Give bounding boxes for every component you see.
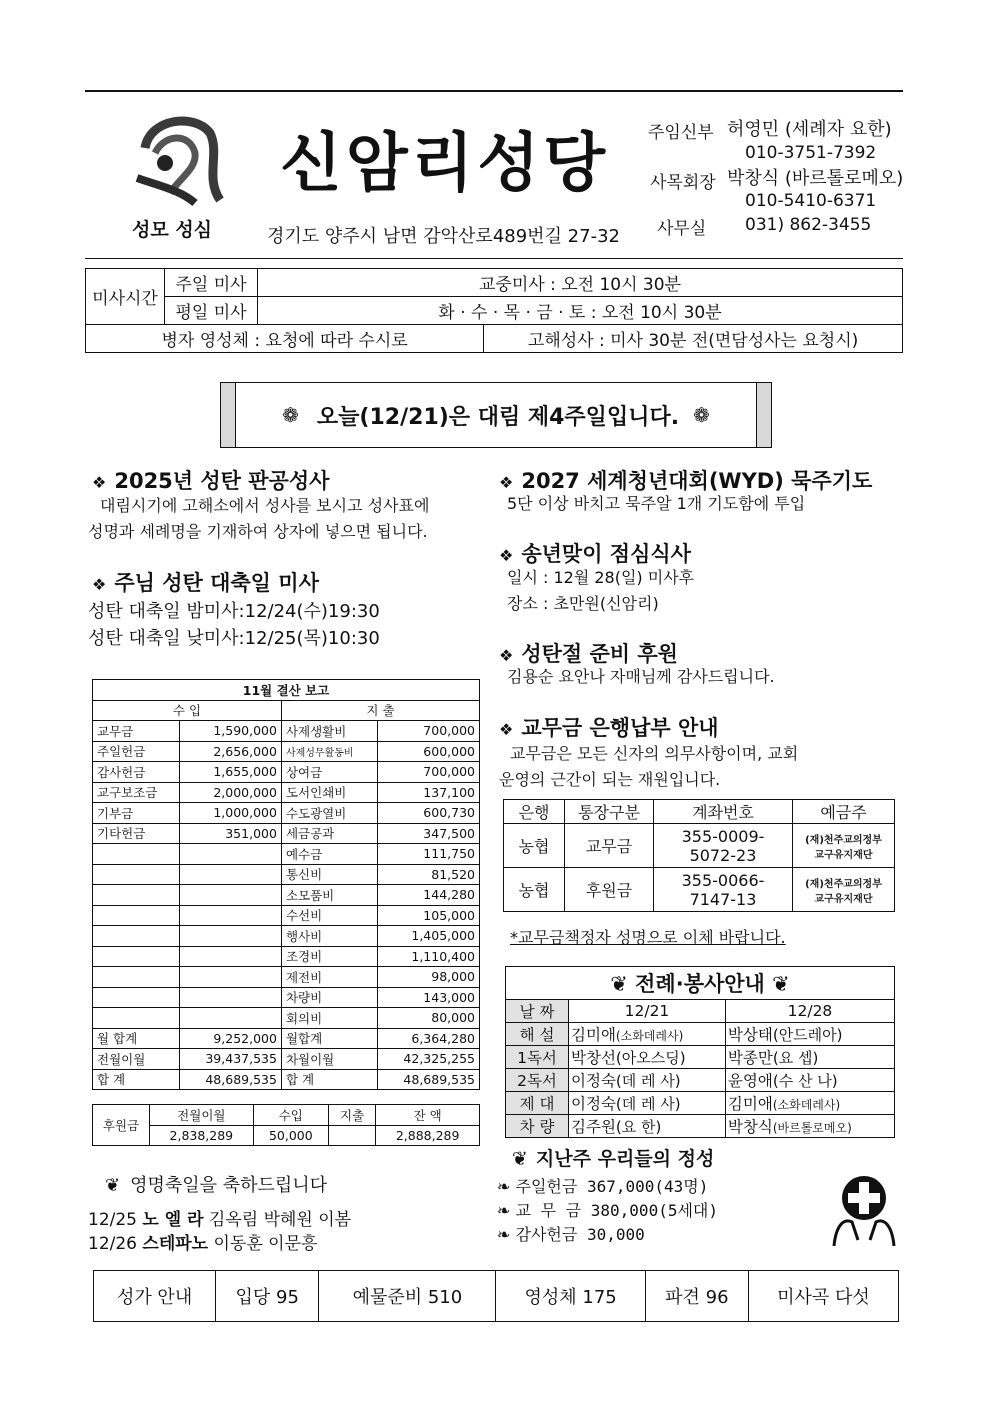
- pastor-role: 주임신부: [648, 123, 714, 143]
- expense-item: 예수금: [281, 844, 378, 865]
- liturgy-assignee: 김미애(소화데레사): [725, 1092, 894, 1115]
- liturgy-role: 해 설: [506, 1023, 569, 1046]
- expense-amount: 347,500: [378, 823, 480, 844]
- sunday-banner: [220, 382, 772, 448]
- finance-title: 11월 결산 보고: [93, 680, 480, 701]
- liturgy-assignee: 12/28: [725, 1000, 894, 1023]
- income-amount: 9,252,000: [180, 1028, 282, 1049]
- lunch-date: 일시 : 12월 28(일) 미사후: [507, 568, 695, 587]
- income-amount: 2,000,000: [180, 782, 282, 803]
- income-amount: [180, 946, 282, 967]
- page-title: 신암리성당: [280, 127, 610, 201]
- income-amount: [180, 905, 282, 926]
- expense-item: 행사비: [281, 926, 378, 947]
- liturgy-assignee: 김미애(소화데레사): [569, 1023, 726, 1046]
- finance-row: [93, 1028, 480, 1049]
- diamond-bullet-icon: ❖: [499, 646, 514, 665]
- expense-amount: 111,750: [378, 844, 480, 865]
- feast-line-1: 12/25 노 엘 라 김옥림 박혜원 이봄: [88, 1210, 352, 1230]
- account-type: 교무금: [565, 824, 654, 868]
- expense-item: 합 계: [281, 1069, 378, 1090]
- income-item: [93, 864, 180, 885]
- account-owner: (재)천주교의정부 교구유지재단: [793, 824, 895, 868]
- income-amount: [180, 885, 282, 906]
- expense-item: 수선비: [281, 905, 378, 926]
- offering-item: ❧ 주일헌금 367,000(43명): [497, 1177, 709, 1196]
- finance-row: [93, 803, 480, 824]
- finance-row: [93, 844, 480, 865]
- liturgy-assignee: 12/21: [569, 1000, 726, 1023]
- hymn-communion: 영성체 175: [496, 1271, 645, 1322]
- section-lunch: ❖ 송년맞이 점심식사: [499, 542, 691, 566]
- support-header: 전월이월: [150, 1105, 254, 1126]
- top-rule: [85, 90, 903, 92]
- finance-row: [93, 987, 480, 1008]
- income-item: 기타헌금: [93, 823, 180, 844]
- finance-row: [93, 782, 480, 803]
- bank-table: [503, 799, 895, 912]
- account-number: 355-0066- 7147-13: [654, 868, 793, 912]
- liturgy-row: [506, 1000, 895, 1023]
- pastor-name: 허영민 (세례자 요한): [727, 119, 892, 140]
- diamond-bullet-icon: ❖: [92, 473, 107, 492]
- finance-row: [93, 864, 480, 885]
- liturgy-row: [506, 1069, 895, 1092]
- income-amount: 48,689,535: [180, 1069, 282, 1090]
- liturgy-role: 차 량: [506, 1115, 569, 1138]
- income-header: 수 입: [93, 700, 282, 721]
- support-label: 후원금: [93, 1105, 150, 1146]
- leaf-bullet-icon: ❦: [105, 1175, 121, 1196]
- finance-table: [92, 679, 480, 1090]
- lunch-place: 장소 : 초만원(신암리): [507, 594, 659, 613]
- income-item: [93, 987, 180, 1008]
- income-amount: 1,655,000: [180, 762, 282, 783]
- sick-communion: 병자 영성체 : 요청에 따라 수시로: [86, 325, 484, 353]
- income-amount: [180, 987, 282, 1008]
- council-name: 박창식 (바르톨로메오): [727, 168, 904, 189]
- expense-item: 조경비: [281, 946, 378, 967]
- liturgy-role: 날 짜: [506, 1000, 569, 1023]
- account-number: 355-0009- 5072-23: [654, 824, 793, 868]
- income-amount: [180, 864, 282, 885]
- feast-title: ❦ 영명축일을 축하드립니다: [105, 1175, 328, 1196]
- liturgy-assignee: 박창선(아오스딩): [569, 1046, 726, 1069]
- weekday-time: 화 · 수 · 목 · 금 · 토 : 오전 10시 30분: [258, 297, 903, 325]
- income-amount: 1,000,000: [180, 803, 282, 824]
- support-value: 50,000: [253, 1125, 328, 1146]
- liturgy-table: [505, 966, 895, 1138]
- income-item: [93, 885, 180, 906]
- section-bank: ❖ 교무금 은행납부 안내: [499, 716, 719, 740]
- diamond-bullet-icon: ❖: [499, 546, 514, 565]
- section-christmas-mass: ❖ 주님 성탄 대축일 미사: [92, 571, 319, 595]
- confession: 고해성사 : 미사 30분 전(면담성사는 요청시): [484, 325, 903, 353]
- finance-row: [93, 721, 480, 742]
- liturgy-row: [506, 1023, 895, 1046]
- diamond-bullet-icon: ❖: [499, 473, 514, 492]
- income-amount: 1,590,000: [180, 721, 282, 742]
- expense-item: 통신비: [281, 864, 378, 885]
- wyd-line: 5단 이상 바치고 묵주알 1개 기도함에 투입: [507, 494, 806, 513]
- expense-amount: 1,110,400: [378, 946, 480, 967]
- expense-item: 월합계: [281, 1028, 378, 1049]
- finance-row: [93, 823, 480, 844]
- finance-row: [93, 1069, 480, 1090]
- hymn-table: [93, 1270, 899, 1322]
- expense-item: 소모품비: [281, 885, 378, 906]
- liturgy-assignee: 박창식(바르톨로메오): [725, 1115, 894, 1138]
- income-amount: [180, 967, 282, 988]
- liturgy-role: 2독서: [506, 1069, 569, 1092]
- bank-header: 계좌번호: [654, 800, 793, 824]
- income-item: 교구보조금: [93, 782, 180, 803]
- income-amount: 351,000: [180, 823, 282, 844]
- liturgy-assignee: 김주원(요 한): [569, 1115, 726, 1138]
- banner-text: 오늘(12/21)은 대림 제4주일입니다.: [316, 404, 680, 430]
- offering-title: ❦ 지난주 우리들의 정성: [512, 1148, 715, 1170]
- expense-amount: 98,000: [378, 967, 480, 988]
- sunday-label: 주일 미사: [165, 269, 258, 297]
- night-mass: 성탄 대축일 밤미사:12/24(수)19:30: [88, 601, 380, 622]
- finance-row: [93, 926, 480, 947]
- leaf-bullet-icon: ❧: [497, 1225, 511, 1244]
- finance-row: [93, 905, 480, 926]
- expense-amount: 48,689,535: [378, 1069, 480, 1090]
- expense-amount: 1,405,000: [378, 926, 480, 947]
- expense-amount: 105,000: [378, 905, 480, 926]
- expense-item: 회의비: [281, 1008, 378, 1029]
- eucharist-cross-icon: [828, 1170, 900, 1248]
- offering-item: ❧ 교 무 금 380,000(5세대): [497, 1201, 719, 1220]
- bank-header: 통장구분: [565, 800, 654, 824]
- income-item: 주일헌금: [93, 741, 180, 762]
- finance-row: [93, 741, 480, 762]
- finance-row: [93, 885, 480, 906]
- pastor-phone: 010-3751-7392: [745, 143, 877, 163]
- bank-note: *교무금책정자 성명으로 이체 바랍니다.: [510, 928, 786, 947]
- expense-amount: 600,000: [378, 741, 480, 762]
- expense-amount: 81,520: [378, 864, 480, 885]
- liturgy-role: 제 대: [506, 1092, 569, 1115]
- expense-amount: 700,000: [378, 762, 480, 783]
- bank-line-2: 운영의 근간이 되는 재원입니다.: [499, 770, 721, 789]
- income-item: 합 계: [93, 1069, 180, 1090]
- bank-header: 은행: [504, 800, 565, 824]
- expense-header: 지 출: [281, 700, 479, 721]
- expense-amount: 137,100: [378, 782, 480, 803]
- council-role: 사목회장: [650, 173, 716, 193]
- expense-amount: 42,325,255: [378, 1049, 480, 1070]
- account-type: 후원금: [565, 868, 654, 912]
- income-amount: 39,437,535: [180, 1049, 282, 1070]
- banner-inner: [235, 383, 757, 447]
- logo-caption: 성모 성심: [132, 219, 213, 241]
- support-header: 지출: [328, 1105, 375, 1126]
- hymn-label: 성가 안내: [94, 1271, 216, 1322]
- finance-row: [93, 1049, 480, 1070]
- office-phone: 031) 862-3455: [745, 215, 872, 235]
- liturgy-row: [506, 1115, 895, 1138]
- income-item: 교무금: [93, 721, 180, 742]
- header-rule: [85, 258, 903, 259]
- finance-row: [93, 967, 480, 988]
- diamond-bullet-icon: ❖: [499, 720, 514, 739]
- offering-item: ❧ 감사헌금 30,000: [497, 1225, 645, 1244]
- diamond-bullet-icon: ❖: [92, 575, 107, 594]
- flower-right-icon: ❁: [693, 403, 710, 427]
- bank-name: 농협: [504, 824, 565, 868]
- leaf-bullet-icon: ❦: [610, 972, 628, 996]
- income-item: [93, 905, 180, 926]
- council-phone: 010-5410-6371: [745, 191, 877, 211]
- expense-amount: 600,730: [378, 803, 480, 824]
- expense-item: 도서인쇄비: [281, 782, 378, 803]
- liturgy-assignee: 윤영애(수 산 나): [725, 1069, 894, 1092]
- expense-item: 세금공과: [281, 823, 378, 844]
- expense-item: 제전비: [281, 967, 378, 988]
- liturgy-row: [506, 1092, 895, 1115]
- expense-amount: 143,000: [378, 987, 480, 1008]
- income-amount: 2,656,000: [180, 741, 282, 762]
- expense-item: 차월이월: [281, 1049, 378, 1070]
- account-owner: (재)천주교의정부 교구유지재단: [793, 868, 895, 912]
- expense-amount: 80,000: [378, 1008, 480, 1029]
- expense-item: 사제생활비: [281, 721, 378, 742]
- liturgy-row: [506, 1046, 895, 1069]
- expense-item: 차량비: [281, 987, 378, 1008]
- income-item: [93, 844, 180, 865]
- feast-line-2: 12/26 스테파노 이동훈 이문흥: [88, 1234, 318, 1254]
- liturgy-assignee: 이정숙(데 레 사): [569, 1092, 726, 1115]
- confession-line-1: 대림시기에 고해소에서 성사를 보시고 성사표에: [100, 496, 430, 515]
- finance-row: [93, 1008, 480, 1029]
- expense-item: 사제성무활동비: [281, 741, 378, 762]
- mass-table: [85, 268, 903, 353]
- support-table: [92, 1104, 480, 1146]
- sacred-heart-logo-icon: [125, 108, 230, 208]
- income-item: 감사헌금: [93, 762, 180, 783]
- weekday-label: 평일 미사: [165, 297, 258, 325]
- section-confession: ❖ 2025년 성탄 판공성사: [92, 469, 330, 493]
- section-donation: ❖ 성탄절 준비 후원: [499, 642, 678, 666]
- support-value: 2,838,289: [150, 1125, 254, 1146]
- income-item: 월 합계: [93, 1028, 180, 1049]
- income-amount: [180, 926, 282, 947]
- hymn-recessional: 파견 96: [645, 1271, 748, 1322]
- support-value: 2,888,289: [376, 1125, 480, 1146]
- income-item: [93, 967, 180, 988]
- office-role: 사무실: [657, 219, 707, 239]
- bank-line-1: 교무금은 모든 신자의 의무사항이며, 교회: [510, 744, 799, 763]
- leaf-bullet-icon: ❦: [772, 972, 790, 996]
- income-item: 기부금: [93, 803, 180, 824]
- section-wyd: ❖ 2027 세계청년대회(WYD) 묵주기도: [499, 469, 873, 493]
- hymn-mass-setting: 미사곡 다섯: [748, 1271, 898, 1322]
- address: 경기도 양주시 남면 감악산로489번길 27-32: [267, 226, 620, 247]
- income-item: [93, 946, 180, 967]
- donation-line: 김용순 요안나 자매님께 감사드립니다.: [507, 667, 775, 686]
- flower-left-icon: ❁: [282, 403, 299, 427]
- confession-line-2: 성명과 세례명을 기재하여 상자에 넣으면 됩니다.: [88, 522, 428, 541]
- liturgy-assignee: 박상태(안드레아): [725, 1023, 894, 1046]
- income-amount: [180, 1008, 282, 1029]
- day-mass: 성탄 대축일 낮미사:12/25(목)10:30: [88, 628, 380, 649]
- finance-row: [93, 946, 480, 967]
- income-item: [93, 1008, 180, 1029]
- expense-item: 수도광열비: [281, 803, 378, 824]
- income-item: [93, 926, 180, 947]
- expense-item: 상여금: [281, 762, 378, 783]
- offering-list: [497, 1175, 718, 1247]
- income-item: 전월이월: [93, 1049, 180, 1070]
- finance-row: [93, 762, 480, 783]
- liturgy-assignee: 박종만(요 셉): [725, 1046, 894, 1069]
- support-value: [328, 1125, 375, 1146]
- liturgy-role: 1독서: [506, 1046, 569, 1069]
- liturgy-assignee: 이정숙(데 레 사): [569, 1069, 726, 1092]
- mass-label: 미사시간: [86, 269, 165, 325]
- hymn-entrance: 입당 95: [216, 1271, 319, 1322]
- sunday-time: 교중미사 : 오전 10시 30분: [258, 269, 903, 297]
- income-amount: [180, 844, 282, 865]
- bank-header: 예금주: [793, 800, 895, 824]
- support-header: 수입: [253, 1105, 328, 1126]
- expense-amount: 6,364,280: [378, 1028, 480, 1049]
- leaf-bullet-icon: ❧: [497, 1201, 511, 1220]
- expense-amount: 700,000: [378, 721, 480, 742]
- leaf-bullet-icon: ❦: [512, 1148, 528, 1170]
- leaf-bullet-icon: ❧: [497, 1177, 511, 1196]
- support-header: 잔 액: [376, 1105, 480, 1126]
- expense-amount: 144,280: [378, 885, 480, 906]
- hymn-offertory: 예물준비 510: [319, 1271, 496, 1322]
- liturgy-title: ❦ 전례·봉사안내 ❦: [506, 967, 895, 1000]
- bank-name: 농협: [504, 868, 565, 912]
